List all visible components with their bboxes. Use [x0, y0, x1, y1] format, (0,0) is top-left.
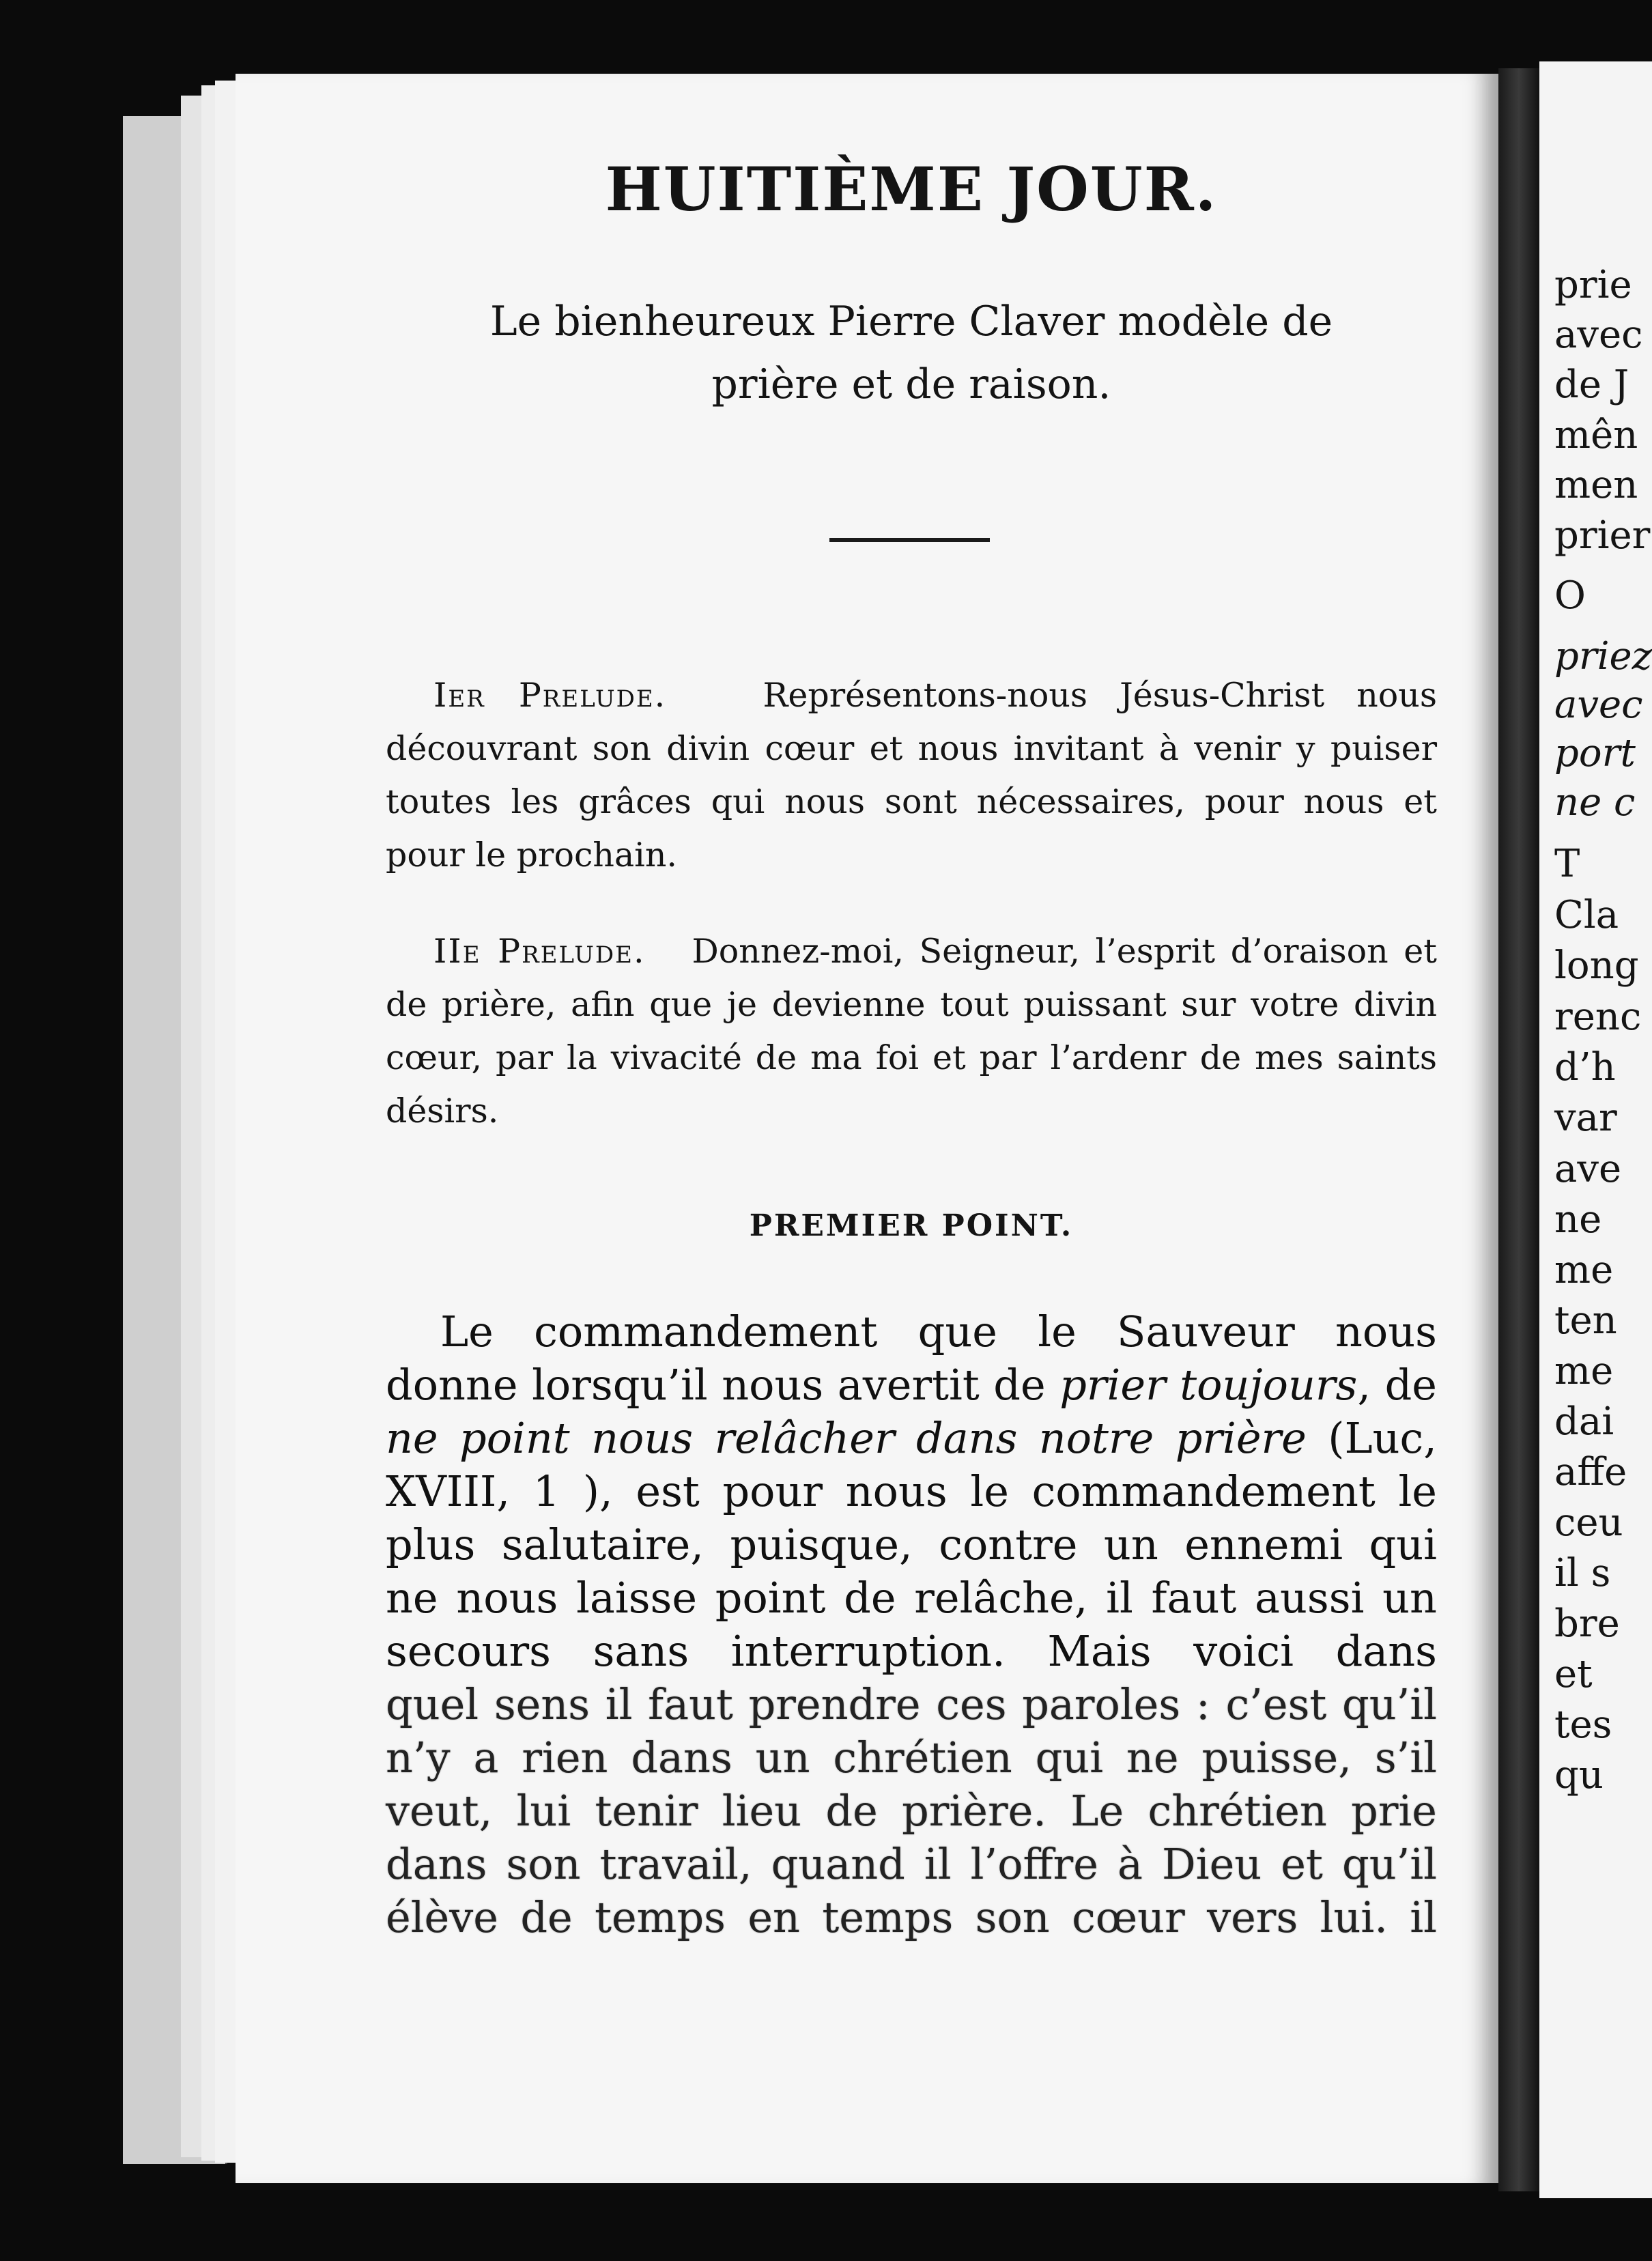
next-page-line: var	[1554, 1096, 1617, 1140]
body-line	[386, 1625, 1437, 1678]
book-gutter	[1498, 68, 1539, 2191]
next-page-line: me	[1554, 1349, 1614, 1393]
body-line-text: donne lorsqu’il nous avertit de	[386, 1360, 1060, 1410]
body-line-text: veut, lui tenir lieu de prière. Le chrétien prie	[386, 1786, 1437, 1836]
prelude-2	[386, 925, 1437, 1138]
body-line	[386, 1678, 1437, 1731]
body-line	[386, 1784, 1437, 1838]
body-line-italic: ne point nous relâcher dans notre prière	[386, 1413, 1307, 1463]
next-page-line: tes	[1554, 1703, 1612, 1747]
prelude-1	[386, 669, 1437, 882]
next-page-line: ne c	[1554, 780, 1636, 825]
body-line	[386, 1891, 1437, 1944]
body-line-text: dans son travail, quand il l’offre à Dieu et qu’il	[386, 1839, 1437, 1889]
body-line-text: ne nous laisse point de relâche, il faut aussi un	[386, 1573, 1437, 1623]
next-page-line: ceu	[1554, 1501, 1623, 1545]
body-line	[386, 1465, 1437, 1518]
next-page-line: dai	[1554, 1399, 1614, 1444]
right-page-fragment	[1539, 61, 1652, 2198]
next-page-line: et	[1554, 1652, 1593, 1696]
body-line	[386, 1518, 1437, 1572]
next-page-line: men	[1554, 463, 1638, 507]
next-page-line: avec	[1554, 313, 1643, 357]
next-page-line: affe	[1554, 1450, 1627, 1494]
next-page-line: de J	[1554, 362, 1629, 407]
body-line-text: n’y a rien dans un chrétien qui ne puisse, s’il	[386, 1733, 1437, 1782]
next-page-line: Cla	[1554, 893, 1619, 937]
next-page-line: prier	[1554, 513, 1651, 558]
body-line-text: quel sens il faut prendre ces paroles : c’est qu’il	[386, 1679, 1437, 1729]
body-text	[386, 1305, 1437, 1944]
next-page-line: ave	[1554, 1147, 1622, 1191]
body-line	[386, 1305, 1437, 1359]
body-line-text: élève de temps en temps son cœur vers lui. il	[386, 1892, 1437, 1942]
next-page-line: T	[1554, 842, 1580, 886]
next-page-line: bre	[1554, 1602, 1620, 1646]
prelude-1-text: Représentons-nous Jésus-Christ nous découvrant son divin cœur et nous invitant à venir y puiser toutes les grâces qui nous sont nécessaires, pour nous et pour le prochain.	[386, 676, 1437, 874]
body-line-text: , de	[1357, 1360, 1438, 1410]
next-page-line: avec	[1554, 683, 1643, 727]
next-page-line: prie	[1554, 263, 1632, 307]
section-divider	[829, 538, 990, 542]
next-page-line: O	[1554, 573, 1586, 618]
prelude-2-label: IIe Prelude.	[433, 932, 646, 971]
body-line	[386, 1359, 1437, 1412]
body-line-text: XVIII, 1 ), est pour nous le commandement le	[386, 1466, 1437, 1516]
page-title: HUITIÈME JOUR.	[605, 154, 1218, 225]
body-line	[386, 1731, 1437, 1784]
next-page-line: priez	[1554, 634, 1652, 679]
next-page-line: d’h	[1554, 1045, 1616, 1090]
prelude-1-label: Ier Prelude.	[433, 676, 667, 715]
next-page-line: qu	[1554, 1753, 1604, 1797]
next-page-line: long	[1554, 943, 1639, 988]
subtitle-line-1: Le bienheureux Pierre Claver modèle de	[489, 298, 1333, 345]
next-page-line: il s	[1554, 1551, 1611, 1595]
next-page-line: me	[1554, 1248, 1614, 1292]
body-line-text: (Luc,	[1306, 1413, 1437, 1463]
next-page-line: ne	[1554, 1197, 1602, 1242]
next-page-line: port	[1554, 731, 1636, 776]
next-page-line: ten	[1554, 1298, 1617, 1343]
subtitle-line-2: prière et de raison.	[711, 360, 1111, 408]
body-line-italic: prier toujours	[1059, 1360, 1358, 1410]
body-line-text: Le commandement que le Sauveur nous	[440, 1307, 1437, 1356]
body-line-text: secours sans interruption. Mais voici dans	[386, 1626, 1437, 1676]
next-page-line: mên	[1554, 413, 1638, 457]
prelude-1-label-wrap	[386, 676, 666, 715]
next-page-line: renc	[1554, 995, 1642, 1039]
body-line	[386, 1572, 1437, 1625]
prelude-2-text: Donnez-moi, Seigneur, l’esprit d’oraison et de prière, afin que je devienne tout puissant sur votre divin cœur, par la vivacité de ma foi et par l’ardenr de mes saints désirs.	[386, 932, 1437, 1130]
section-heading: PREMIER POINT.	[749, 1208, 1074, 1243]
body-line	[386, 1838, 1437, 1891]
prelude-2-label-wrap	[386, 932, 646, 971]
page-subtitle	[386, 290, 1437, 416]
body-line-text: plus salutaire, puisque, contre un ennemi qui	[386, 1520, 1437, 1569]
body-line	[386, 1412, 1437, 1465]
